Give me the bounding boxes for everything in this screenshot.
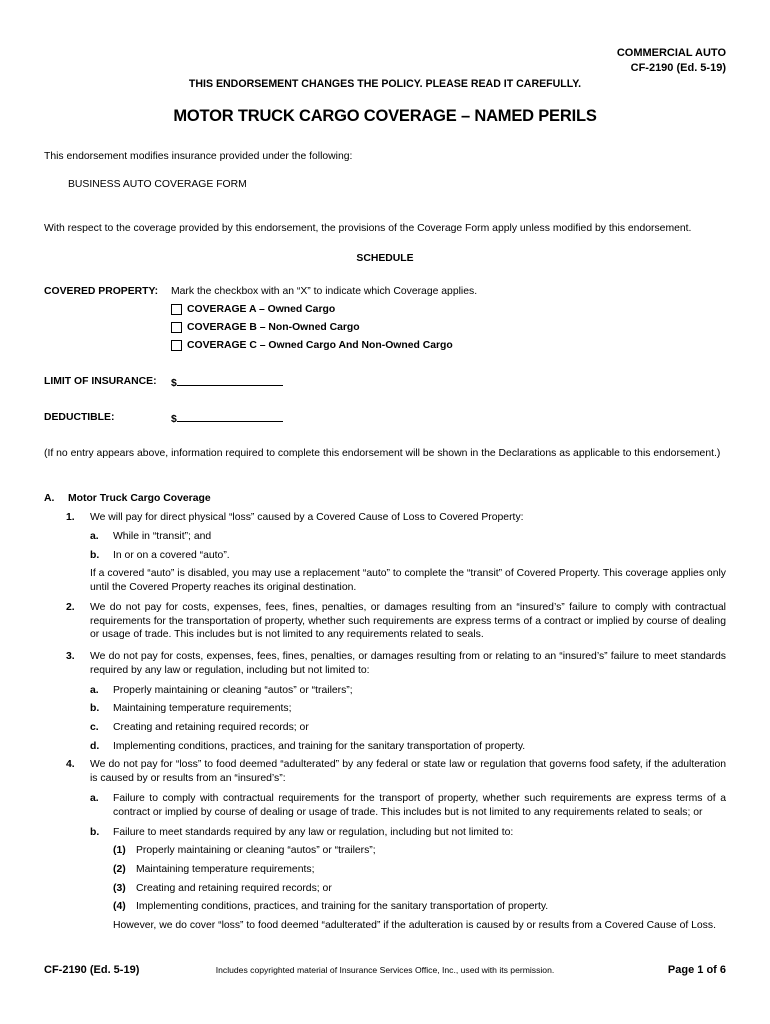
schedule-heading: SCHEDULE	[356, 253, 414, 264]
item-number: (4)	[113, 901, 126, 912]
item-number: b.	[90, 827, 100, 838]
currency-symbol: $	[171, 414, 177, 425]
item-text: Creating and retaining required records; or	[113, 722, 309, 733]
item-number: (2)	[113, 864, 126, 875]
item-number: c.	[90, 722, 99, 733]
item-text: Maintaining temperature requirements;	[136, 864, 315, 875]
item-text: We do not pay for “loss” to food deemed “adulterated” by any federal or state law or regulation that governs food safety, if the adulteration is caused by or results from an “insured’s”:	[90, 759, 726, 784]
coverage-label: COVERAGE B – Non-Owned Cargo	[187, 322, 360, 333]
item-text: Implementing conditions, practices, and training for the sanitary transportation of property.	[136, 901, 549, 912]
deductible-label: DEDUCTIBLE:	[44, 412, 115, 423]
footer-form-id: CF-2190 (Ed. 5-19)	[44, 964, 140, 976]
coverage-label: COVERAGE C – Owned Cargo And Non-Owned Cargo	[187, 340, 453, 351]
item-text: Properly maintaining or cleaning “autos” or “trailers”;	[113, 685, 353, 696]
intro-text: This endorsement modifies insurance provided under the following:	[44, 151, 353, 162]
item-text: Properly maintaining or cleaning “autos” or “trailers”;	[136, 845, 376, 856]
currency-symbol: $	[171, 378, 177, 389]
checkbox[interactable]	[171, 340, 182, 351]
deductible-field[interactable]	[171, 411, 283, 427]
section-title: Motor Truck Cargo Coverage	[68, 493, 211, 504]
blank-line[interactable]	[177, 375, 283, 386]
item-text: We do not pay for costs, expenses, fees, fines, penalties, or damages resulting from or relating to an “insured’s” failure to meet standards required by any law or regulation, including but not limited to:	[90, 651, 726, 676]
section-a-heading	[44, 492, 211, 506]
coverage-option-a[interactable]	[171, 303, 335, 317]
item-text: Maintaining temperature requirements;	[113, 703, 292, 714]
item-text: We will pay for direct physical “loss” caused by a Covered Cause of Loss to Covered Property:	[90, 512, 524, 523]
blank-line[interactable]	[177, 411, 283, 422]
item-text: If a covered “auto” is disabled, you may use a replacement “auto” to complete the “transit” of Covered Property. This coverage applies only until the Covered Property reaches its original destination.	[90, 568, 726, 593]
endorsement-notice: THIS ENDORSEMENT CHANGES THE POLICY. PLEASE READ IT CAREFULLY.	[188, 78, 582, 90]
form-number: CF-2190 (Ed. 5-19)	[630, 61, 726, 74]
item-number: b.	[90, 550, 100, 561]
page-title: MOTOR TRUCK CARGO COVERAGE – NAMED PERILS	[173, 107, 597, 125]
item-number: 4.	[66, 759, 75, 770]
item-text: While in “transit”; and	[113, 531, 212, 542]
no-entry-note: (If no entry appears above, information required to complete this endorsement will be shown in the Declarations as applicable to this endorsement.)	[44, 448, 721, 459]
form-header	[617, 46, 726, 76]
checkbox[interactable]	[171, 322, 182, 333]
item-number: d.	[90, 741, 100, 752]
limit-of-insurance-field[interactable]	[171, 375, 283, 391]
line-of-business: COMMERCIAL AUTO	[616, 47, 726, 59]
item-number: a.	[90, 685, 99, 696]
item-text: Failure to comply with contractual requirements for the transport of property, whether such requirements are express terms of a contract or implied by course of dealing or usage of trade. This includes but is not limited to any requirements related to seals; or	[113, 793, 726, 818]
coverage-option-c[interactable]	[171, 339, 453, 353]
checkbox[interactable]	[171, 304, 182, 315]
covered-property-instructions: Mark the checkbox with an “X” to indicate which Coverage applies.	[171, 286, 478, 297]
footer-copyright: Includes copyrighted material of Insurance Services Office, Inc., used with its permission.	[215, 965, 555, 975]
item-number: (1)	[113, 845, 126, 856]
item-text: In or on a covered “auto”.	[113, 550, 230, 561]
section-letter: A.	[44, 493, 55, 504]
item-number: a.	[90, 793, 99, 804]
item-number: 3.	[66, 651, 75, 662]
respect-text: With respect to the coverage provided by this endorsement, the provisions of the Coverage Form apply unless modified by this endorsement.	[44, 223, 692, 234]
limit-of-insurance-label: LIMIT OF INSURANCE:	[44, 376, 157, 387]
item-text: Creating and retaining required records; or	[136, 883, 332, 894]
item-text: Failure to meet standards required by any law or regulation, including but not limited to:	[113, 827, 514, 838]
item-text: However, we do cover “loss” to food deemed “adulterated” if the adulteration is caused by or results from a Covered Cause of Loss.	[113, 920, 716, 931]
item-number: b.	[90, 703, 100, 714]
form-name: BUSINESS AUTO COVERAGE FORM	[68, 179, 247, 190]
item-number: 1.	[66, 512, 75, 523]
covered-property-label: COVERED PROPERTY:	[44, 286, 159, 297]
item-number: a.	[90, 531, 99, 542]
coverage-label: COVERAGE A – Owned Cargo	[187, 304, 336, 315]
item-number: 2.	[66, 602, 75, 613]
item-text: Implementing conditions, practices, and training for the sanitary transportation of property.	[113, 741, 526, 752]
footer-page-number: Page 1 of 6	[667, 964, 726, 976]
item-text: We do not pay for costs, expenses, fees, fines, penalties, or damages resulting from an “insured’s” failure to comply with contractual requirements for the transportation of property, whether such requirements are express terms of a contract or implied by course of dealing or usage of trade. This includes but is not limited to any requirements related to seals.	[90, 602, 726, 641]
item-number: (3)	[113, 883, 126, 894]
coverage-option-b[interactable]	[171, 321, 360, 335]
